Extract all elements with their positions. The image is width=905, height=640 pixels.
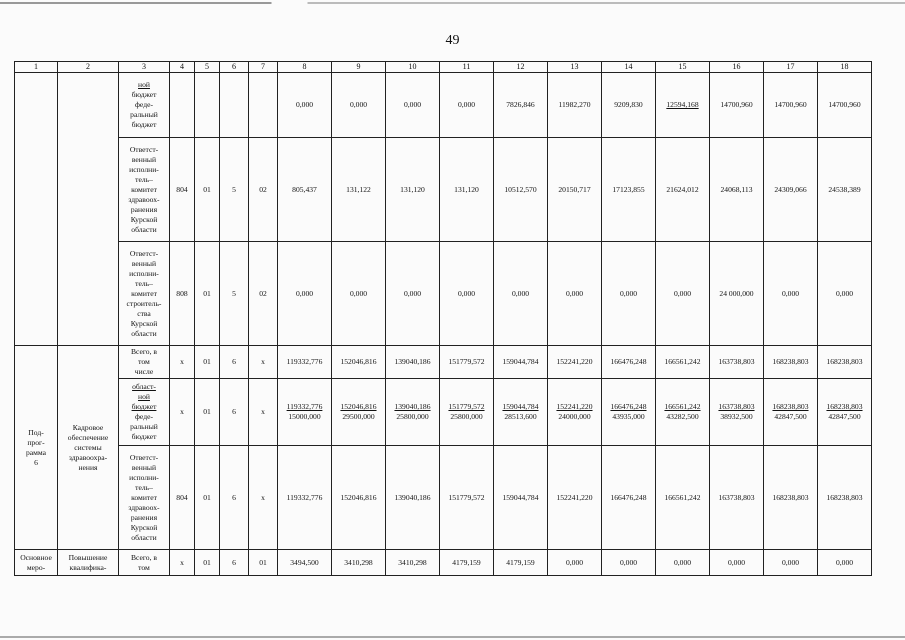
value-cell: 163738,803 38932,500: [710, 379, 764, 446]
value-cell: 168238,803 42847,500: [818, 379, 872, 446]
code-cell: 6: [220, 446, 249, 550]
value-cell: 0,000: [332, 73, 386, 138]
code-cell: 01: [195, 379, 220, 446]
value-cell: 163738,803: [710, 446, 764, 550]
value-cell: 0,000: [656, 550, 710, 576]
header-cell: 17: [764, 62, 818, 73]
header-cell: 4: [170, 62, 195, 73]
value-cell: 166561,242: [656, 346, 710, 379]
code-cell: 5: [220, 138, 249, 242]
code-cell: х: [249, 346, 278, 379]
value-cell: 166476,248: [602, 446, 656, 550]
value-cell: 3494,500: [278, 550, 332, 576]
value-cell: 0,000: [386, 73, 440, 138]
value-cell: 166476,248 43935,000: [602, 379, 656, 446]
code-cell: 5: [220, 242, 249, 346]
header-cell: 7: [249, 62, 278, 73]
value-cell: 0,000: [278, 242, 332, 346]
value-cell: 168238,803: [818, 346, 872, 379]
row-label: Ответст- венный исполни- тель– комитет здравоох- ранения Курской области: [119, 138, 170, 242]
value-cell: 14700,960: [710, 73, 764, 138]
code-cell: х: [170, 346, 195, 379]
value-cell: 14700,960: [764, 73, 818, 138]
code-cell: 6: [220, 346, 249, 379]
value-cell: 0,000: [764, 242, 818, 346]
value-cell: 3410,298: [386, 550, 440, 576]
value-cell: 0,000: [818, 550, 872, 576]
row-label: ной бюджет феде- ральный бюджет: [119, 73, 170, 138]
code-cell: х: [170, 550, 195, 576]
table-body: [15, 73, 872, 576]
header-cell: 5: [195, 62, 220, 73]
code-cell: [249, 73, 278, 138]
header-cell: 18: [818, 62, 872, 73]
code-cell: [220, 73, 249, 138]
row-label: Всего, в том числе: [119, 346, 170, 379]
value-cell: 168238,803 42847,500: [764, 379, 818, 446]
value-cell: 0,000: [764, 550, 818, 576]
row-label: Ответст- венный исполни- тель– комитет здравоох- ранения Курской области: [119, 446, 170, 550]
value-cell: 24 000,000: [710, 242, 764, 346]
value-cell: 0,000: [602, 550, 656, 576]
code-cell: [195, 73, 220, 138]
value-cell: 9209,830: [602, 73, 656, 138]
value-cell: 0,000: [710, 550, 764, 576]
measure-title: Повышение квалифика-: [58, 550, 119, 576]
header-cell: 15: [656, 62, 710, 73]
code-cell: 808: [170, 242, 195, 346]
header-cell: 16: [710, 62, 764, 73]
value-cell: 805,437: [278, 138, 332, 242]
subprogram-prev-name: [15, 73, 58, 346]
value-cell: 131,120: [386, 138, 440, 242]
header-cell: 1: [15, 62, 58, 73]
table-row: [15, 73, 872, 138]
code-cell: 02: [249, 242, 278, 346]
code-cell: 6: [220, 379, 249, 446]
value-cell: 119332,776: [278, 446, 332, 550]
value-cell: 4179,159: [494, 550, 548, 576]
header-cell: 13: [548, 62, 602, 73]
header-cell: 12: [494, 62, 548, 73]
code-cell: х: [170, 379, 195, 446]
header-row: [15, 62, 872, 73]
table-row: [15, 138, 872, 242]
value-cell: 152046,816 29500,000: [332, 379, 386, 446]
header-cell: 9: [332, 62, 386, 73]
value-cell: 0,000: [278, 73, 332, 138]
code-cell: 01: [195, 242, 220, 346]
header-cell: 11: [440, 62, 494, 73]
value-cell: 166476,248: [602, 346, 656, 379]
value-cell: 131,120: [440, 138, 494, 242]
value-cell: 131,122: [332, 138, 386, 242]
header-cell: 8: [278, 62, 332, 73]
value-cell: 0,000: [440, 242, 494, 346]
value-cell: 152241,220: [548, 346, 602, 379]
value-cell: 151779,572 25800,000: [440, 379, 494, 446]
value-cell: 159044,784 28513,600: [494, 379, 548, 446]
value-cell: 24068,113: [710, 138, 764, 242]
header-cell: 2: [58, 62, 119, 73]
code-cell: 804: [170, 138, 195, 242]
value-cell: 24309,066: [764, 138, 818, 242]
value-cell: 12594,168: [656, 73, 710, 138]
value-cell: 3410,298: [332, 550, 386, 576]
code-cell: 01: [195, 346, 220, 379]
value-cell: 7826,846: [494, 73, 548, 138]
value-cell: 0,000: [818, 242, 872, 346]
row-label: Всего, в том: [119, 550, 170, 576]
page-number: 49: [445, 33, 460, 48]
code-cell: 01: [195, 446, 220, 550]
code-cell: 02: [249, 138, 278, 242]
header-cell: 3: [119, 62, 170, 73]
value-cell: 152046,816: [332, 346, 386, 379]
row-label: област- ной бюджет феде- ральный бюджет: [119, 379, 170, 446]
code-cell: 01: [249, 550, 278, 576]
bottom-rule: [0, 636, 905, 638]
subprogram-name: Под- прог- рамма 6: [15, 346, 58, 550]
value-cell: 139040,186: [386, 446, 440, 550]
budget-table: [14, 61, 872, 576]
value-cell: 168238,803: [764, 346, 818, 379]
code-cell: [170, 73, 195, 138]
row-label: Ответст- венный исполни- тель– комитет строитель- ства Курской области: [119, 242, 170, 346]
value-cell: 119332,776: [278, 346, 332, 379]
value-cell: 139040,186: [386, 346, 440, 379]
value-cell: 152241,220 24000,000: [548, 379, 602, 446]
value-cell: 152241,220: [548, 446, 602, 550]
code-cell: х: [249, 446, 278, 550]
table-row: [15, 242, 872, 346]
value-cell: 151779,572: [440, 446, 494, 550]
value-cell: 159044,784: [494, 346, 548, 379]
code-cell: 01: [195, 138, 220, 242]
subprogram-prev-title: [58, 73, 119, 346]
code-cell: 6: [220, 550, 249, 576]
table-row: [15, 446, 872, 550]
value-cell: 0,000: [602, 242, 656, 346]
value-cell: 10512,570: [494, 138, 548, 242]
code-cell: 01: [195, 550, 220, 576]
value-cell: 0,000: [494, 242, 548, 346]
value-cell: 0,000: [548, 242, 602, 346]
value-cell: 166561,242: [656, 446, 710, 550]
header-cell: 10: [386, 62, 440, 73]
subprogram-title: Кадровое обеспечение системы здравоохра- нения: [58, 346, 119, 550]
value-cell: 0,000: [332, 242, 386, 346]
value-cell: 11982,270: [548, 73, 602, 138]
header-cell: 14: [602, 62, 656, 73]
value-cell: 4179,159: [440, 550, 494, 576]
value-cell: 119332,776 15000,000: [278, 379, 332, 446]
value-cell: 0,000: [656, 242, 710, 346]
code-cell: 804: [170, 446, 195, 550]
value-cell: 152046,816: [332, 446, 386, 550]
header-cell: 6: [220, 62, 249, 73]
value-cell: 166561,242 43282,500: [656, 379, 710, 446]
value-cell: 0,000: [548, 550, 602, 576]
table-row: [15, 550, 872, 576]
value-cell: 151779,572: [440, 346, 494, 379]
value-cell: 139040,186 25800,000: [386, 379, 440, 446]
value-cell: 159044,784: [494, 446, 548, 550]
code-cell: х: [249, 379, 278, 446]
value-cell: 168238,803: [764, 446, 818, 550]
top-rule: [0, 2, 905, 4]
table-row: [15, 379, 872, 446]
value-cell: 163738,803: [710, 346, 764, 379]
value-cell: 21624,012: [656, 138, 710, 242]
value-cell: 24538,389: [818, 138, 872, 242]
value-cell: 17123,855: [602, 138, 656, 242]
measure-name: Основное меро-: [15, 550, 58, 576]
value-cell: 0,000: [440, 73, 494, 138]
value-cell: 168238,803: [818, 446, 872, 550]
value-cell: 0,000: [386, 242, 440, 346]
table-row: [15, 346, 872, 379]
value-cell: 20150,717: [548, 138, 602, 242]
value-cell: 14700,960: [818, 73, 872, 138]
